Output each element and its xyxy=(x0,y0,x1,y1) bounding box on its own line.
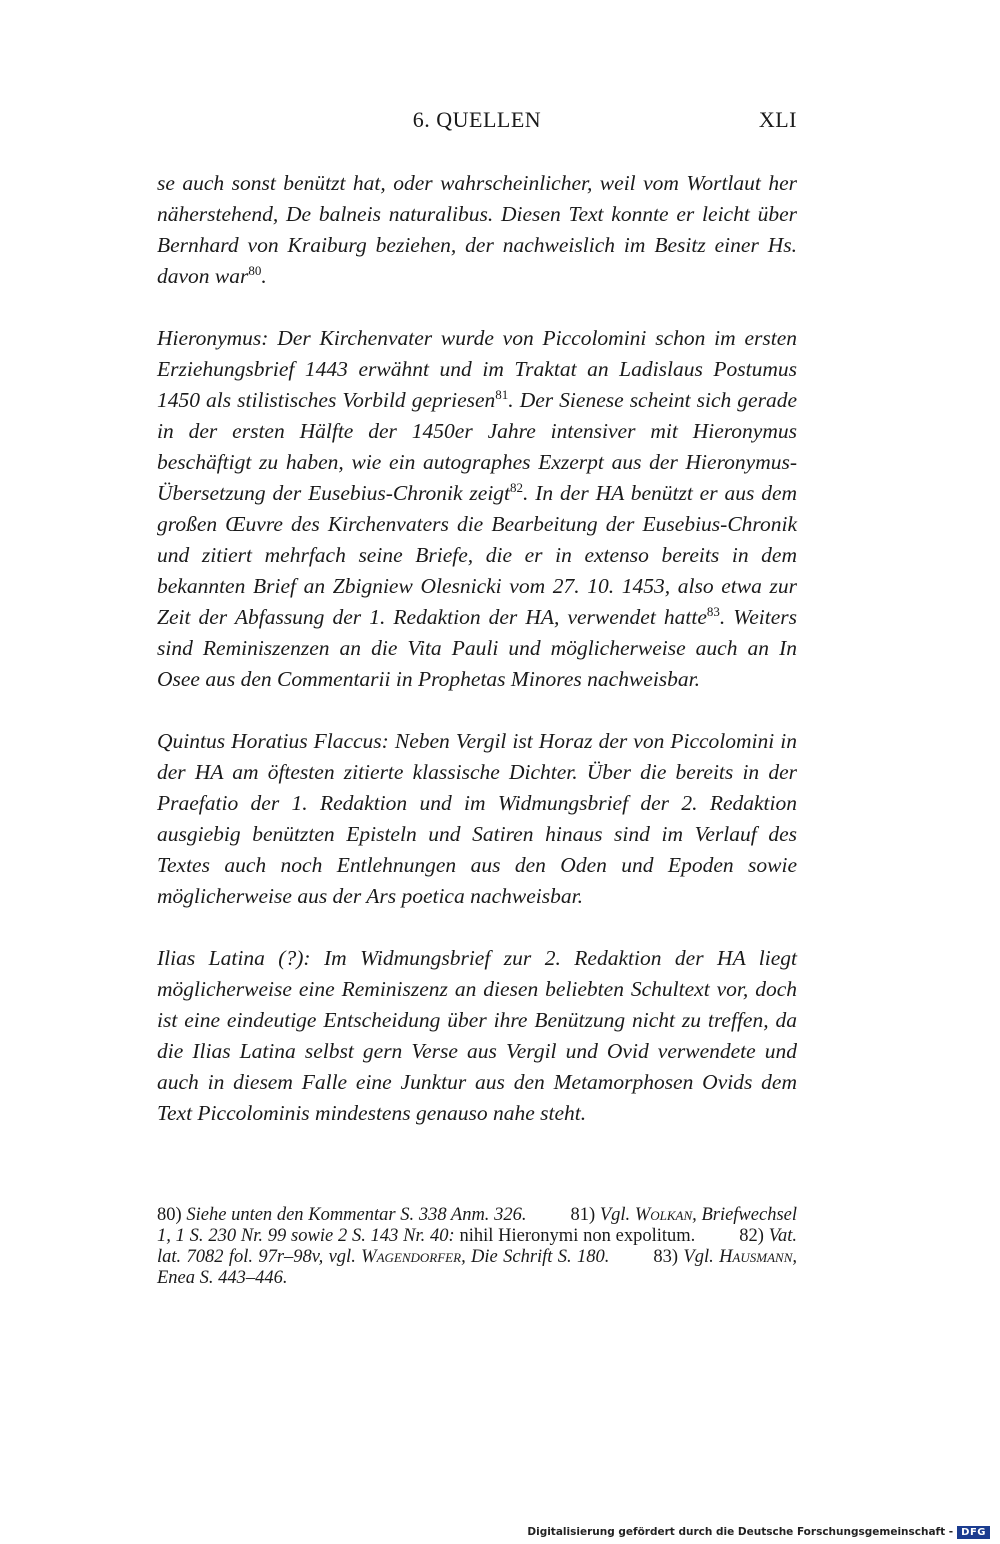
paragraph-hieronymus xyxy=(157,323,797,695)
footnote-80 xyxy=(157,1205,526,1225)
footnote-text: , Enea S. 443–446. xyxy=(157,1247,797,1288)
footnote-text: Siehe unten den Kommentar S. 338 Anm. 326. xyxy=(186,1205,527,1225)
footnote-number: 81) xyxy=(570,1205,596,1225)
footnote-number: 80) xyxy=(157,1205,182,1225)
paragraph-text: se auch sonst benützt hat, oder wahrscheinlicher, weil vom Wortlaut her näherstehend, De balneis naturalibus. Diesen Text konnte er leicht über Bernhard von Kraiburg beziehen, der nachweislich im Besitz einer Hs. davon war xyxy=(157,171,797,288)
footnote-text: , Briefwechsel 1, 1 S. 230 Nr. 99 sowie 2 S. 143 Nr. 40: xyxy=(157,1205,797,1246)
paragraph-text: Hieronymus: Der Kirchenvater wurde von Piccolomini schon im ersten Erziehungsbrief 1443 erwähnt und im Traktat an Ladislaus Postumus 1450 als stilistisches Vorbild gepriesen xyxy=(157,326,797,412)
paragraph-horatius xyxy=(157,726,797,912)
footnote-author: Hausmann xyxy=(719,1247,793,1267)
footnote-number: 83) xyxy=(653,1247,679,1267)
footnote-text: Vat. lat. 7082 fol. 97r–98v, vgl. xyxy=(157,1226,797,1267)
footnote-text: Vgl. xyxy=(599,1205,631,1225)
paragraph-text: . Der Sienese scheint sich gerade in der ersten Hälfte der 1450er Jahre intensiver mit Hieronymus beschäftigt zu haben, wie ein autographes Exzerpt aus der Hieronymus-Übersetzung der Eusebius-Chronik zeigt xyxy=(157,388,798,505)
footnote-ref-81[interactable]: 81 xyxy=(495,386,509,402)
paragraph-balneis xyxy=(157,168,797,292)
footnote-ref-83[interactable]: 83 xyxy=(706,603,720,619)
chapter-title: 6. QUELLEN xyxy=(412,107,542,132)
footnote-author: Wolkan xyxy=(634,1205,693,1225)
running-head xyxy=(157,107,797,137)
dfg-logo[interactable]: DFG xyxy=(957,1526,990,1539)
paragraph-text: . Weiters sind Reminiszenzen an die Vita Pauli und möglicherweise auch an In Osee aus den Commentarii in Prophetas Minores nachweisbar. xyxy=(157,605,797,691)
footnote-ref-82[interactable]: 82 xyxy=(510,479,524,495)
footnotes xyxy=(157,1205,797,1289)
paragraph-text: . In der HA benützt er aus dem großen Œuvre des Kirchenvaters die Bearbeitung der Eusebius-Chronik und zitiert mehrfach seine Briefe, die er in extenso bereits in dem bekannten Brief an Zbigniew Olesnicki vom 27. 10. 1453, also etwa zur Zeit der Abfassung der 1. Redaktion der HA, verwendet hatte xyxy=(157,481,798,629)
footnote-quote: nihil Hieronymi non expolitum. xyxy=(454,1226,696,1246)
footnote-number: 82) xyxy=(739,1226,764,1246)
footnote-text: , Die Schrift S. 180. xyxy=(461,1247,610,1267)
credit-text: Digitalisierung gefördert durch die Deutsche Forschungsgemeinschaft - xyxy=(527,1526,954,1538)
paragraph-text: Ilias Latina (?): Im Widmungsbrief zur 2. Redaktion der HA liegt möglicherweise eine Reminiszenz an diesen beliebten Schultext vor, doch ist eine eindeutige Entscheidung über ihre Benützung nicht zu treffen, da die Ilias Latina selbst gern Verse aus Vergil und Ovid verwendete und auch in diesem Falle eine Junktur aus den Metamorphosen Ovids dem Text Piccolominis mindestens genauso nahe steht. xyxy=(157,946,797,1125)
footnote-author: Wagendorfer xyxy=(361,1247,462,1267)
paragraph-text: . xyxy=(261,264,267,288)
footnote-ref-80[interactable]: 80 xyxy=(248,262,262,278)
paragraph-ilias-latina xyxy=(157,943,797,1129)
body-text xyxy=(157,168,797,1160)
page-number: XLI xyxy=(758,107,797,132)
digitization-credit xyxy=(527,1523,990,1541)
paragraph-text: Quintus Horatius Flaccus: Neben Vergil ist Horaz der von Piccolomini in der HA am öftesten zitierte klassische Dichter. Über die bereits in der Praefatio der 1. Redaktion und im Widmungsbrief der 2. Redaktion ausgiebig benützten Episteln und Satiren hinaus sind im Verlauf des Textes auch noch Entlehnungen aus den Oden und Epoden sowie möglicherweise aus der Ars poetica nachweisbar. xyxy=(157,729,797,908)
footnote-text: Vgl. xyxy=(683,1247,714,1267)
